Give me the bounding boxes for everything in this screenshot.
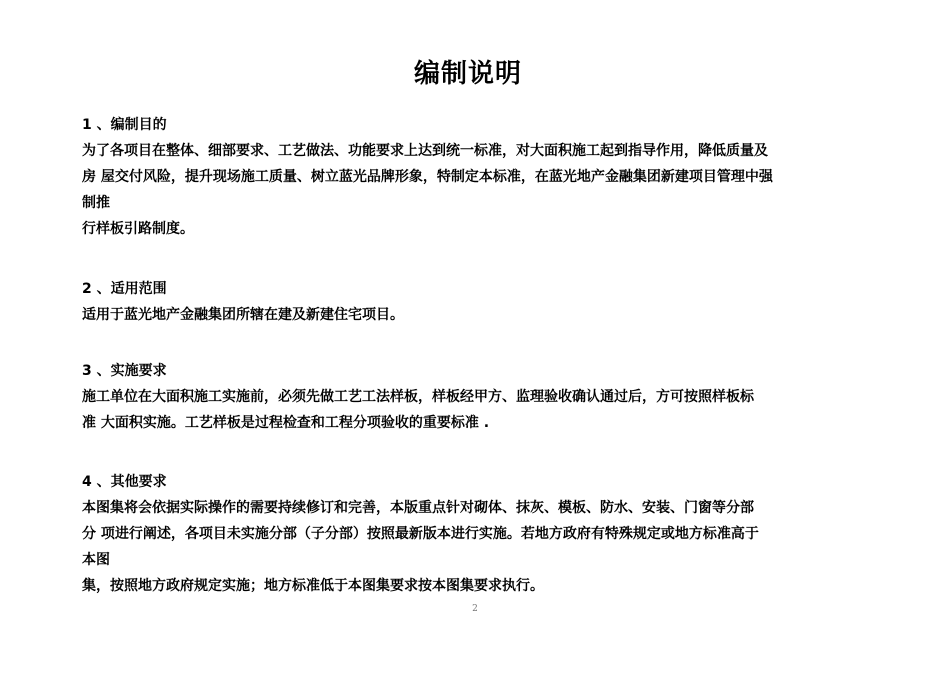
paragraph-line: 本图 (82, 552, 110, 568)
paragraph-line: 适用于蓝光地产金融集团所辖在建及新建住宅项目。 (82, 307, 404, 323)
paragraph-line: 为了各项目在整体、细部要求、工艺做法、功能要求上达到统一标准，对大面积施工起到指导作用，降低质量及 (82, 143, 768, 159)
section-heading: 1 、编制目的 (82, 117, 167, 133)
paragraph-line: 制推 (82, 195, 110, 211)
page-title: 编制说明 (413, 59, 522, 89)
paragraph-line: 施工单位在大面积施工实施前，必须先做工艺工法样板，样板经甲方、监理验收确认通过后，方可按照样板标 (82, 389, 754, 405)
section-scope (82, 276, 862, 328)
section-heading: 2 、适用范围 (82, 281, 167, 297)
paragraph-line: 集，按照地方政府规定实施；地方标准低于本图集要求按本图集要求执行。 (82, 578, 544, 594)
paragraph-line: 分 项进行阐述，各项目未实施分部（子分部）按照最新版本进行实施。若地方政府有特殊规定或地方标准高于 (82, 526, 759, 542)
section-heading: 4 、其他要求 (82, 474, 167, 490)
section-heading: 3 、实施要求 (82, 363, 167, 379)
paragraph-line: 行样板引路制度。 (82, 221, 194, 237)
paragraph-line: 准 大面积实施。工艺样板是过程检查和工程分项验收的重要标准 . (82, 415, 490, 431)
section-purpose (82, 112, 862, 242)
paragraph-line: 房 屋交付风险，提升现场施工质量、树立蓝光品牌形象，特制定本标准，在蓝光地产金融集团新建项目管理中强 (82, 169, 773, 185)
page-number: 2 (472, 604, 478, 614)
section-requirements (82, 358, 862, 436)
section-other (82, 469, 862, 599)
paragraph-line: 本图集将会依据实际操作的需要持续修订和完善，本版重点针对砌体、抹灰、模板、防水、安装、门窗等分部 (82, 500, 754, 516)
